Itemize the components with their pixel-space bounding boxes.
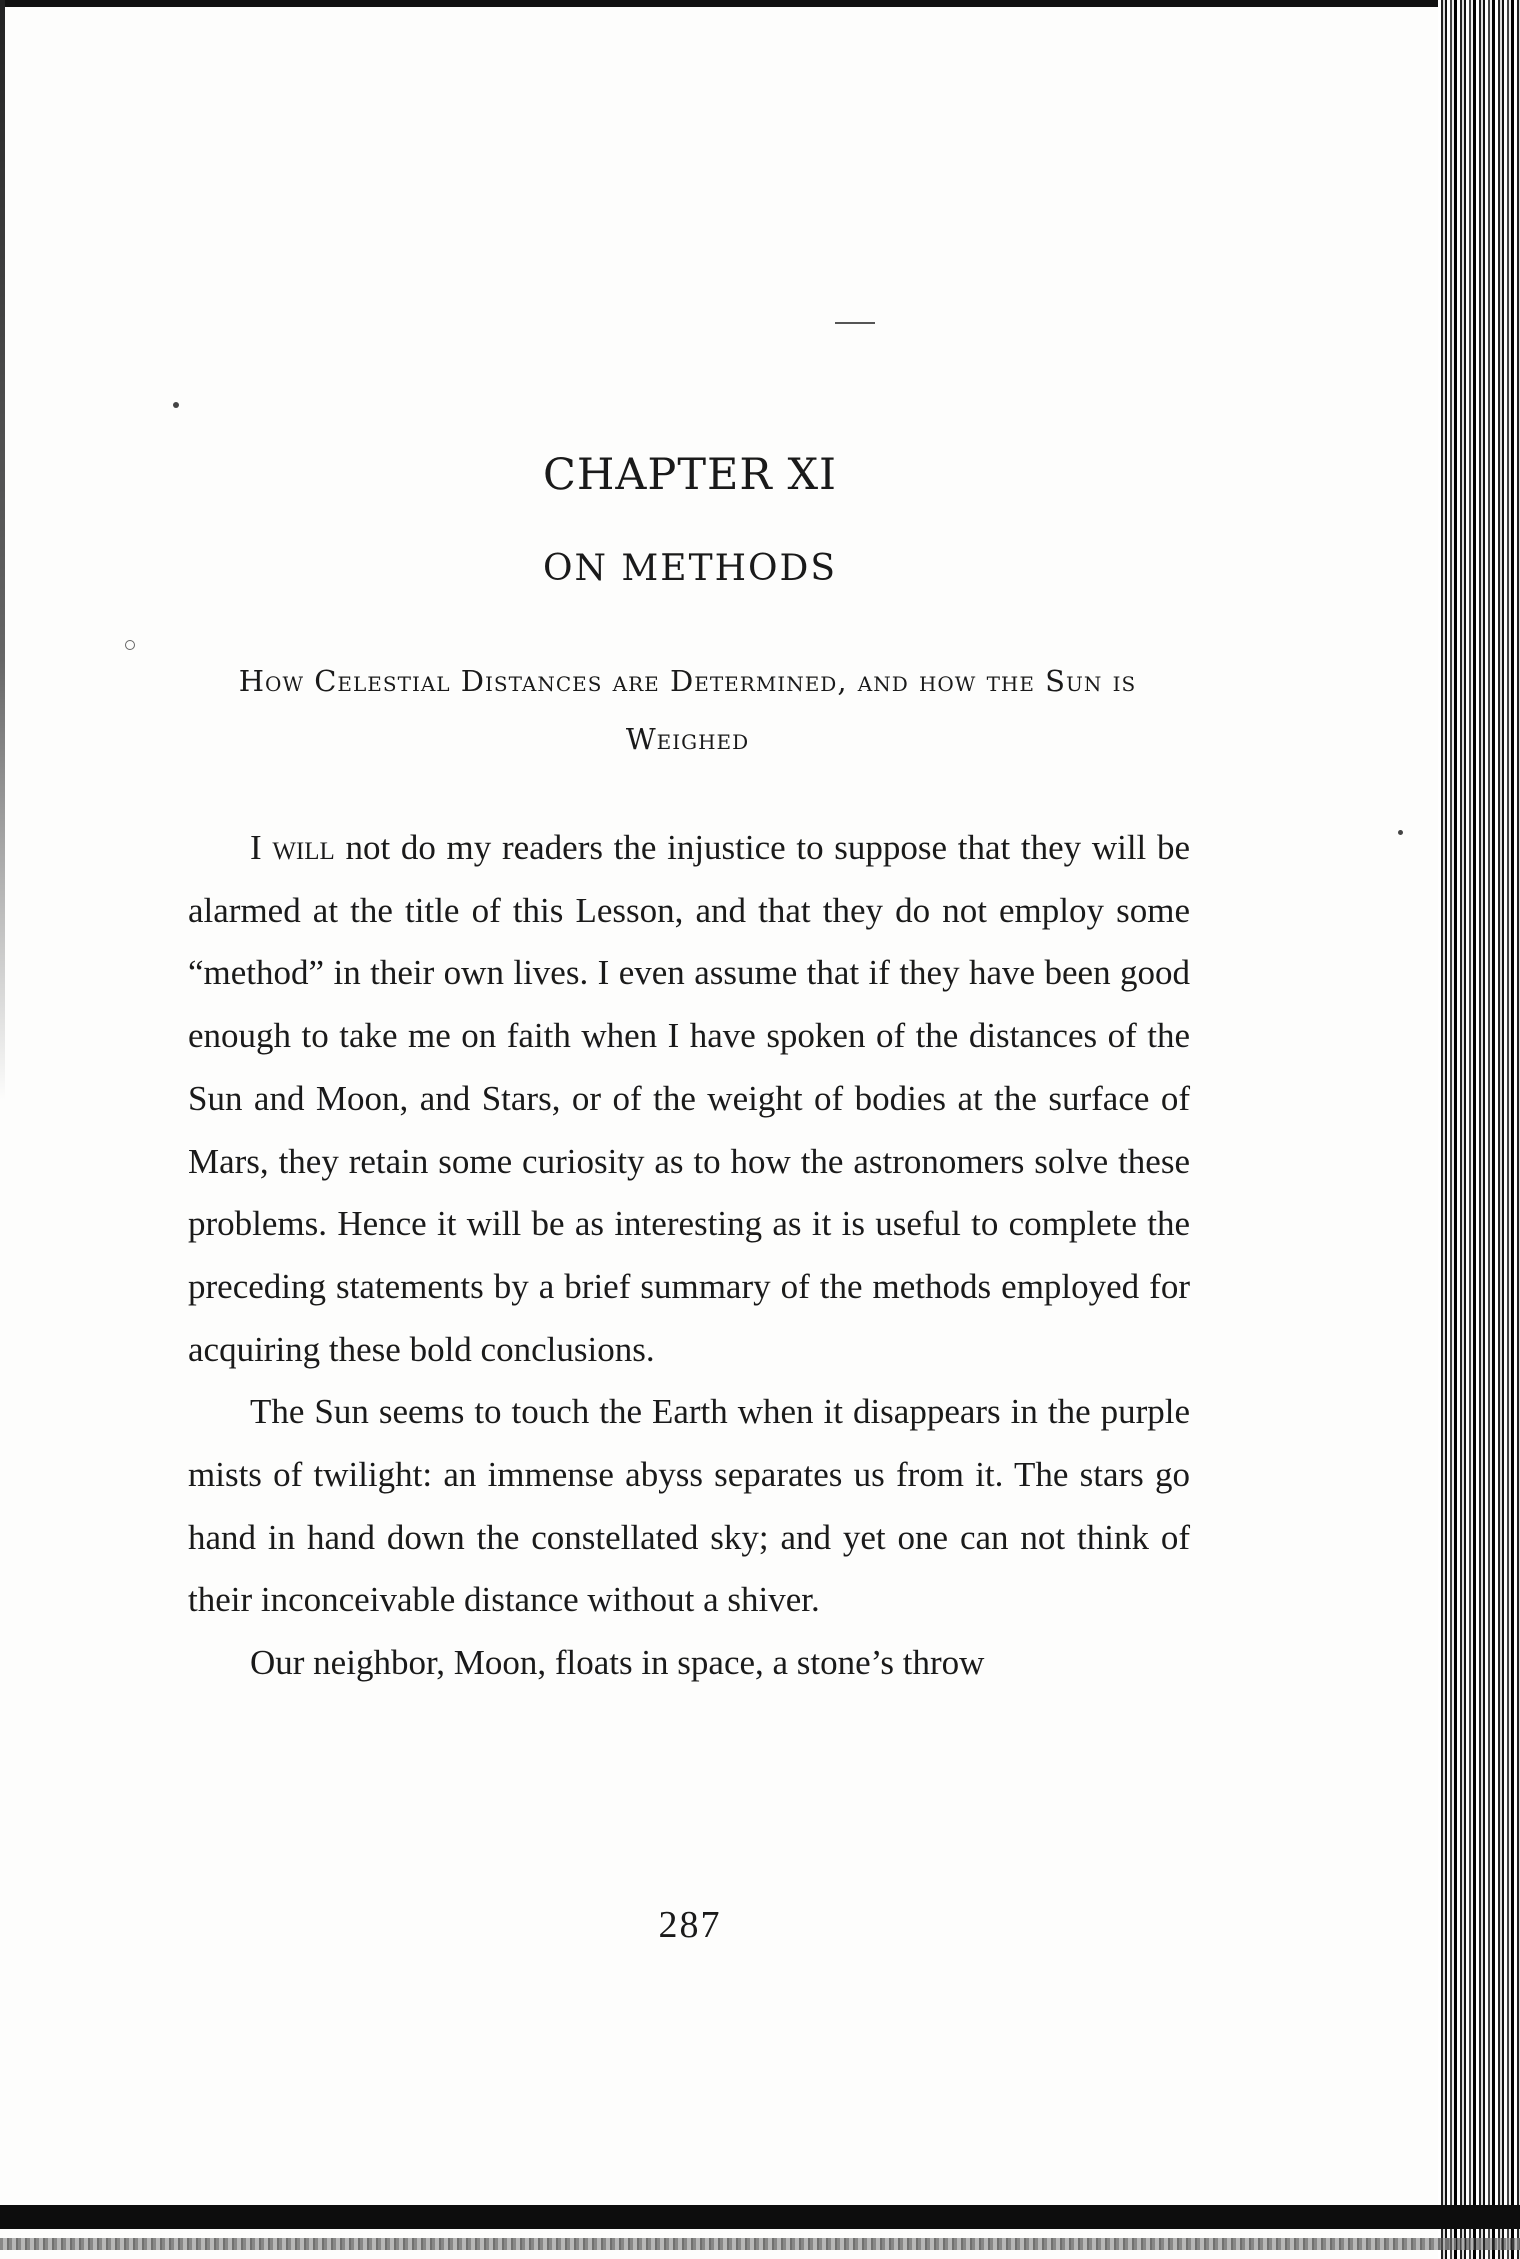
scan-speck [173,402,179,408]
scan-edge-bottom-texture [0,2238,1520,2250]
paragraph: The Sun seems to touch the Earth when it disappears in the purple mists of twilight: an immense abyss separates us from it. The stars go hand in hand down the constellated sky; and yet one can not think of their inconceivable distance without a shiver. [188,1392,1190,1620]
paragraph: Our neighbor, Moon, floats in space, a stone’s throw [250,1643,985,1683]
book-page-edges [1438,0,1520,2259]
paragraph-text: not do my readers the injustice to suppose that they will be alarmed at the title of this Lesson, and that they do not employ some “method” in their own lives. I even assume that if they have been good enough to take me on faith when I have spoken of the distances of the Sun and Moon, and Stars, or of the weight of bodies at the surface of Mars, they retain some curiosity as to how the astronomers solve these problems. Hence it will be as interesting as it is useful to complete the preceding statements by a brief summary of the methods employed for acquiring these bold conclusions. [188,828,1190,1369]
paragraph [188,817,1190,1381]
page-number: 287 [658,1904,722,1946]
chapter-title: CHAPTER XI [542,450,838,500]
scan-edge-bottom [0,2205,1520,2229]
scan-edge-top [0,0,1480,7]
scan-speck [835,322,875,324]
scan-speck [1398,830,1403,835]
paragraph-lead: I will [250,828,335,867]
scan-speck [125,640,135,650]
body-text [188,817,1190,1695]
chapter-subtitle: ON METHODS [542,548,838,589]
chapter-description: How Celestial Distances are Determined, and how the Sun is Weighed [238,664,1137,756]
